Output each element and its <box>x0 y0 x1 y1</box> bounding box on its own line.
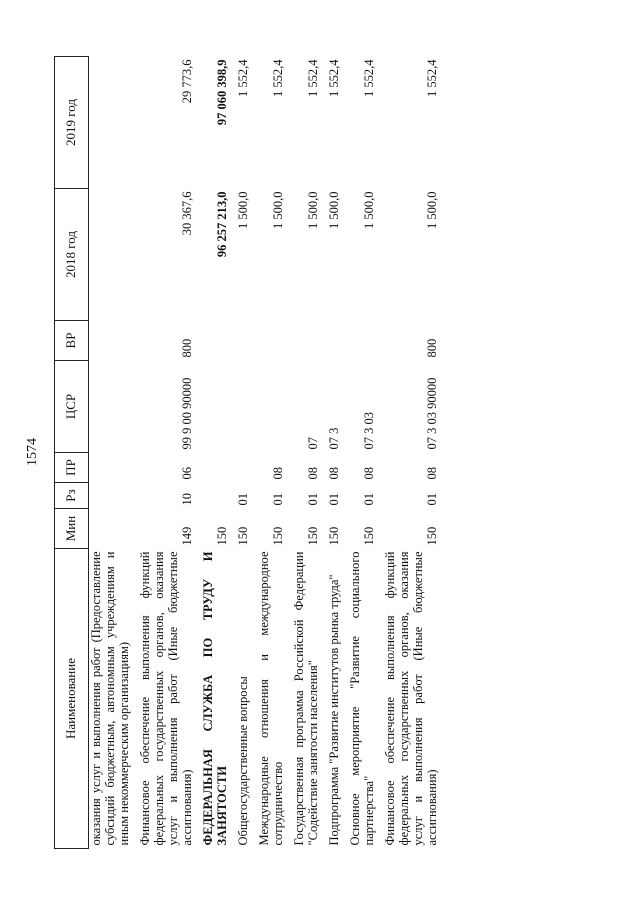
cell-y2019: 1 552,4 <box>236 59 250 97</box>
header-2018: 2018 год <box>55 189 89 321</box>
table-row <box>343 57 378 849</box>
cell-min <box>89 509 134 549</box>
table-row <box>287 57 322 849</box>
cell-vr <box>252 321 287 361</box>
cell-csr: 07 3 <box>327 427 341 450</box>
cell-vr <box>196 321 231 361</box>
cell-name: оказания услуг и выполнения работ (Предоставление субсидий бюджетным, автономным учреждениям и иным некоммерческим организациям) <box>89 551 131 846</box>
table-body <box>89 57 442 849</box>
cell-y2019: 1 552,4 <box>271 59 285 97</box>
cell-rz: 01 <box>425 493 439 506</box>
cell-min: 150 <box>327 526 341 546</box>
cell-pr: 08 <box>327 467 341 480</box>
cell-vr <box>231 321 252 361</box>
cell-min: 150 <box>362 526 376 546</box>
cell-name: Международные отношения и международное сотрудничество <box>257 551 285 846</box>
cell-csr <box>196 361 231 453</box>
cell-vr: 800 <box>180 338 194 358</box>
cell-rz: 10 <box>180 493 194 506</box>
page-number <box>20 431 45 473</box>
cell-csr <box>252 361 287 453</box>
cell-y2018: 1 500,0 <box>271 191 285 229</box>
table-row <box>231 57 252 849</box>
cell-csr: 07 3 03 90000 <box>425 377 439 450</box>
cell-pr: 08 <box>306 467 320 480</box>
cell-y2019: 29 773,6 <box>180 59 194 104</box>
cell-min: 150 <box>271 526 285 546</box>
cell-min: 150 <box>306 526 320 546</box>
cell-pr <box>196 453 231 483</box>
cell-min: 150 <box>425 526 439 546</box>
cell-y2018: 1 500,0 <box>306 191 320 229</box>
cell-y2018 <box>89 189 134 321</box>
cell-pr <box>89 453 134 483</box>
cell-y2019: 1 552,4 <box>362 59 376 97</box>
cell-y2018: 1 500,0 <box>327 191 341 229</box>
cell-name: Финансовое обеспечение выполнения функций федеральных государственных органов, оказания услуг и выполнения работ (Иные бюджетные ассигнования) <box>138 551 194 846</box>
cell-rz: 01 <box>362 493 376 506</box>
table-row <box>378 57 441 849</box>
cell-pr: 08 <box>362 467 376 480</box>
cell-rz: 01 <box>306 493 320 506</box>
header-2019: 2019 год <box>55 57 89 189</box>
cell-pr <box>231 453 252 483</box>
cell-name: Основное мероприятие "Развитие социального партнерства" <box>348 551 376 846</box>
cell-vr: 800 <box>425 338 439 358</box>
cell-vr <box>89 321 134 361</box>
table-box <box>54 57 592 849</box>
table-row <box>252 57 287 849</box>
table-row <box>133 57 196 849</box>
cell-y2018: 30 367,6 <box>180 191 194 236</box>
cell-y2018: 1 500,0 <box>425 191 439 229</box>
cell-name: ФЕДЕРАЛЬНАЯ СЛУЖБА ПО ТРУДУ И ЗАНЯТОСТИ <box>201 551 229 846</box>
header-rz: Рз <box>55 483 89 509</box>
cell-y2019 <box>89 57 134 189</box>
cell-name: Общегосударственные вопросы <box>236 676 250 846</box>
page-number-text: 1574 <box>24 438 40 466</box>
cell-y2018: 1 500,0 <box>362 191 376 229</box>
cell-min: 150 <box>236 526 250 546</box>
cell-csr <box>89 361 134 453</box>
table-header-row <box>55 57 89 849</box>
cell-name: Государственная программа Российской Федерации "Содействие занятости населения" <box>292 551 320 846</box>
header-min: Мин <box>55 509 89 549</box>
header-pr: ПР <box>55 453 89 483</box>
cell-rz <box>196 483 231 509</box>
table-row <box>89 57 134 849</box>
header-vr: ВР <box>55 321 89 361</box>
header-csr: ЦСР <box>55 361 89 453</box>
cell-min: 150 <box>215 526 229 546</box>
cell-y2018: 1 500,0 <box>236 191 250 229</box>
cell-y2018: 96 257 213,0 <box>215 191 229 258</box>
cell-pr: 08 <box>425 467 439 480</box>
header-name: Наименование <box>55 549 89 849</box>
cell-csr: 07 3 03 <box>362 412 376 450</box>
cell-csr: 99 9 00 90000 <box>180 377 194 450</box>
cell-csr <box>231 361 252 453</box>
table-row <box>196 57 231 849</box>
cell-name: Подпрограмма "Развитие институтов рынка труда" <box>327 574 341 846</box>
cell-pr: 08 <box>271 467 285 480</box>
rotated-table-container <box>54 57 592 849</box>
cell-rz <box>89 483 134 509</box>
cell-vr <box>343 321 378 361</box>
cell-vr <box>287 321 322 361</box>
cell-rz: 01 <box>236 493 250 506</box>
cell-y2019: 97 060 398,9 <box>215 59 229 126</box>
cell-rz: 01 <box>327 493 341 506</box>
cell-name: Финансовое обеспечение выполнения функций федеральных государственных органов, оказания услуг и выполнения работ (Иные бюджетные ассигнования) <box>383 551 439 846</box>
budget-table <box>54 56 441 849</box>
cell-vr <box>322 321 343 361</box>
cell-csr: 07 <box>306 437 320 450</box>
cell-y2019: 1 552,4 <box>306 59 320 97</box>
cell-y2019: 1 552,4 <box>327 59 341 97</box>
table-row <box>322 57 343 849</box>
cell-y2019: 1 552,4 <box>425 59 439 97</box>
cell-pr: 06 <box>180 467 194 480</box>
cell-min: 149 <box>180 526 194 546</box>
cell-rz: 01 <box>271 493 285 506</box>
